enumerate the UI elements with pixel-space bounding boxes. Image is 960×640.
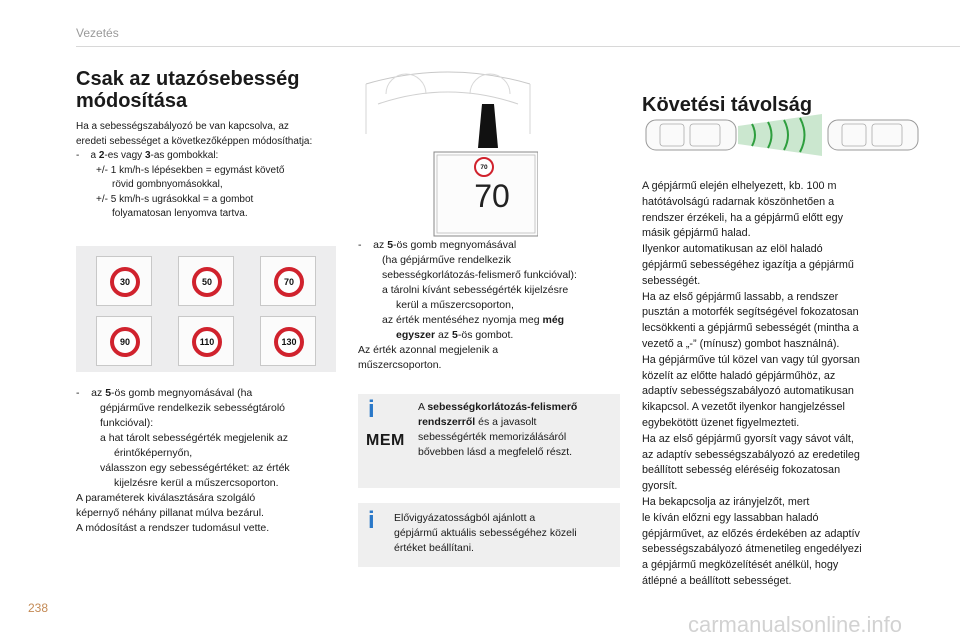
radar-cars-illustration [642,110,942,160]
speed-limit-sign-icon: 130 [274,327,304,357]
sign-card [96,256,152,306]
page-number: 238 [28,601,49,615]
display-speed-value: 70 [474,178,510,214]
tip-info-box [358,503,620,567]
mem-label: MEM [366,432,405,449]
sign-card [178,316,234,366]
left-intro: Ha a sebességszabályozó be van kapcsolva, az eredeti sebességet a következőképpen módosíthatja: - a 2-es vagy 3-as gombokkal: +/- 1 km/h-s lépésekben = egymást követő rövid gombnyomásokkal, +/- 5 km/h-s ugrásokkal = a gombot folyamatosan lenyomva tartva. [76,120,346,222]
speed-limit-sign-icon: 110 [192,327,222,357]
right-body-text: A gépjármű elején elhelyezett, kb. 100 m hatótávolságú radarnak köszönhetően a rendszer érzékeli, ha a gépjármű előtt egy másik gépjármű halad. Ilyenkor automatikusan az elöl haladó gépjármű sebességéhez igazítja a gépjármű sebességét. Ha az első gépjármű lassabb, a rendszer pusztán a motorfék segítségével fokozatosan lecsökkenti a gépjármű sebességét (mintha a vezető a „-” (mínusz) gombot használná). Ha gépjárműve túl közel van vagy túl gyorsan közelít az előtte haladó gépjárműhöz, az adaptív sebességszabályozó automatikusan kikapcsol. A vezetőt ilyenkor hangjelzéssel egybekötött üzenet figyelmezteti. Ha az első gépjármű gyorsít vagy sávot vált, az adaptív sebességszabályozó az eredetileg beállított sebesség eléréséig fokozatosan gyorsít. Ha bekapcsolja az irányjelzőt, mert le kíván előzni egy lassabban haladó gépjárművet, az előzés érdekében az adaptív sebességszabályozó átmenetileg engedélyezi a gépjármű megközelítését anélkül, hogy átlépné a beállított sebességet. [642,180,862,587]
display-speed-sign-icon: 70 [474,157,494,177]
header-divider [76,46,960,47]
middle-instructions: - az 5-ös gomb megnyomásával (ha gépjárműve rendelkezik sebességkorlátozás-felismerő funkcióval): a tárolni kívánt sebességérték kijelzésre kerül a műszercsoporton, az érték mentéséhez nyomja meg még egyszer az 5-ös gombot. Az érték azonnal megjelenik a műszercsoporton. [358,239,577,371]
sign-card [178,256,234,306]
mem-info-box [358,394,620,488]
watermark: carmanualsonline.info [688,612,903,637]
bullet-buttons-2-3: - a 2-es vagy 3-as gombokkal: [76,150,219,161]
left-title: Csak az utazósebesség módosítása [76,68,300,112]
section-name: Vezetés [76,26,119,40]
speed-signs-panel [76,246,336,372]
speed-limit-sign-icon: 30 [110,267,140,297]
right-title: Követési távolság [642,94,813,116]
speed-limit-sign-icon: 50 [192,267,222,297]
speed-limit-sign-icon: 90 [110,327,140,357]
sign-card [260,256,316,306]
sign-card [96,316,152,366]
speed-limit-sign-icon: 70 [274,267,304,297]
tip-box-text: Elővigyázatosságból ajánlott a gépjármű aktuális sebességéhez közeli értéket beállítani. [394,512,577,554]
sign-card [260,316,316,366]
left-memory-instructions: - az 5-ös gomb megnyomásával (ha gépjárműve rendelkezik sebességtároló funkcióval): a hat tárolt sebességérték megjelenik az érintőképernyőn, válasszon egy sebességértéket: az érték kijelzésre kerül a műszercsoporton. A paraméterek kiválasztására szolgáló képernyő néhány pillanat múlva bezárul. A módosítást a rendszer tudomásul vette. [76,387,290,534]
mem-box-text: A sebességkorlátozás-felismerő rendszerről és a javasolt sebességérték memorizálásáról bővebben lásd a megfelelő részt. [418,401,578,458]
info-icon: i [368,396,375,423]
info-icon: i [368,507,375,534]
